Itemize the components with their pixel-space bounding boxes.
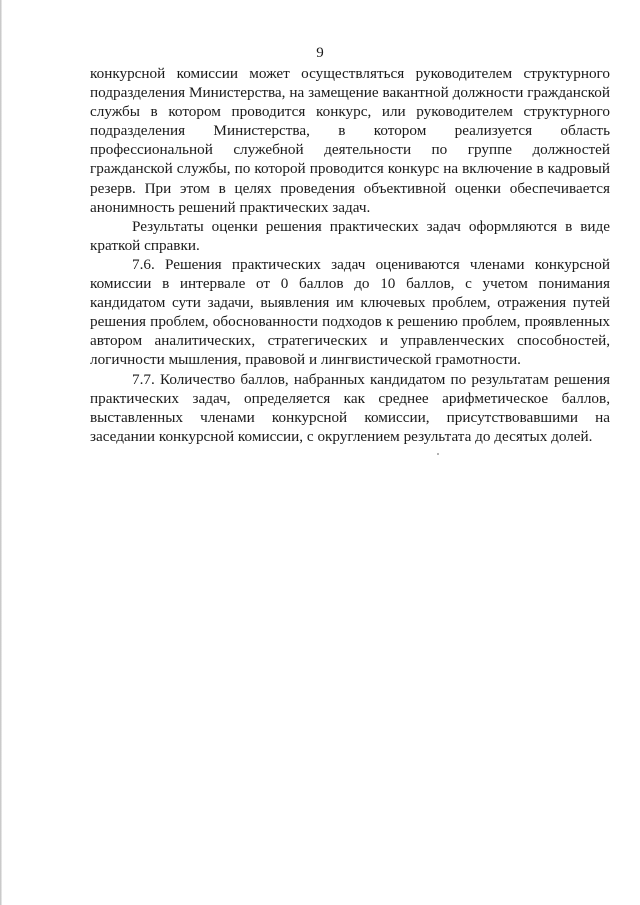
scan-edge-shadow [0, 0, 2, 905]
page-number: 9 [316, 45, 324, 61]
paragraph-7-6: 7.6. Решения практических задач оцениваются членами конкурсной комиссии в интервале от 0 баллов до 10 баллов, с учетом понимания кандидатом сути задачи, выявления им ключевых проблем, отражения путей решения проблем, обоснованности подходов к решению проблем, проявленных автором аналитических, стратегических и управленческих способностей, логичности мышления, правовой и лингвистической грамотности. [90, 255, 610, 369]
paragraph-continuation: конкурсной комиссии может осуществляться руководителем структурного подразделения Министерства, на замещение вакантной должности гражданской службы в котором проводится конкурс, или руководителем структурного подразделения Министерства, в котором реализуется область профессиональной служебной деятельности по группе должностей гражданской службы, по которой проводится конкурс на включение в кадровый резерв. При этом в целях проведения объективной оценки обеспечивается анонимность решений практических задач. [90, 65, 610, 216]
document-body [90, 64, 610, 446]
scan-speck [437, 453, 439, 455]
paragraph-results-summary: Результаты оценки решения практических задач оформляются в виде краткой справки. [90, 217, 610, 254]
paragraph-7-7: 7.7. Количество баллов, набранных кандидатом по результатам решения практических задач, определяется как среднее арифметическое баллов, выставленных членами конкурсной комиссии, присутствовавшими на заседании конкурсной комиссии, с округлением результата до десятых долей. [90, 370, 610, 445]
